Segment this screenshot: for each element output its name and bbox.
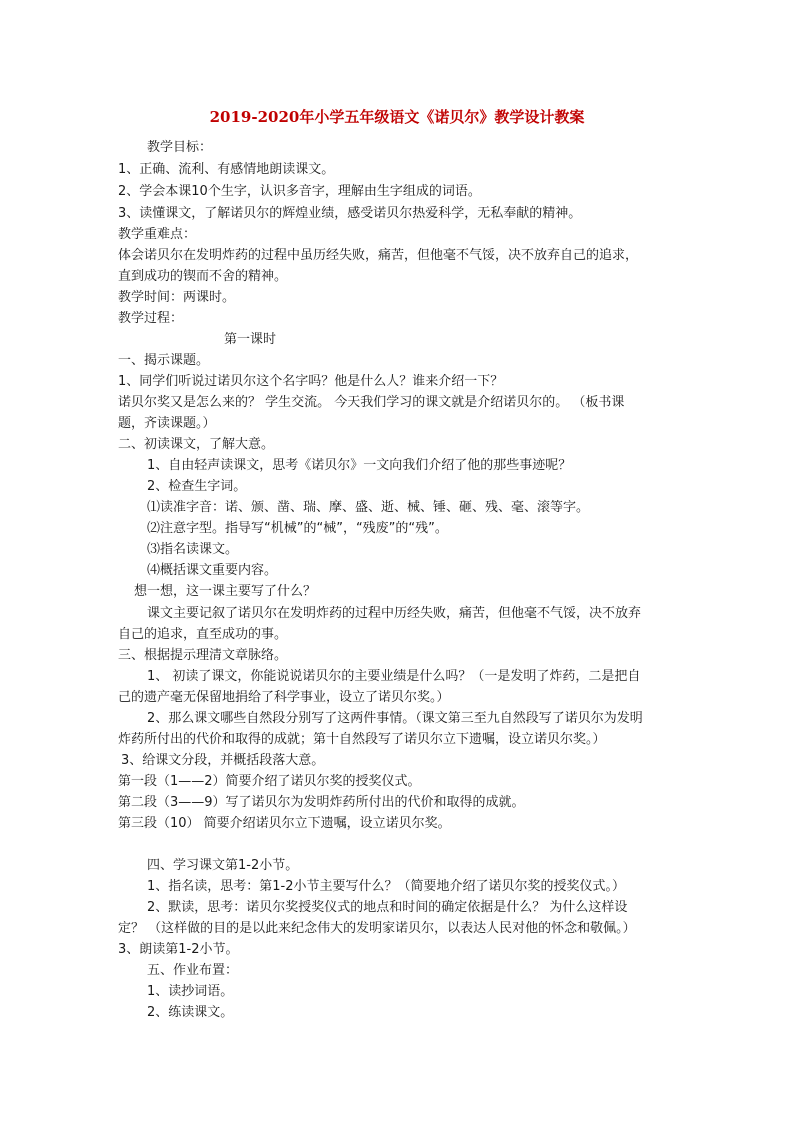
text-line: 2、检查生字词。 (147, 479, 247, 494)
text-line: 3、读懂课文，了解诺贝尔的辉煌业绩，感受诺贝尔热爱科学，无私奉献的精神。 (118, 206, 582, 221)
text-line: 第一课时 (224, 332, 277, 347)
text-line: 1、同学们听说过诺贝尔这个名字吗？他是什么人？谁来介绍一下？ (118, 374, 504, 389)
text-line: 想一想，这一课主要写了什么？ (134, 584, 317, 599)
text-line: 第一段（1——2）简要介绍了诺贝尔奖的授奖仪式。 (118, 774, 421, 789)
text-line: 三、根据提示理清文章脉络。 (118, 648, 288, 663)
text-line: 体会诺贝尔在发明炸药的过程中虽历经失败，痛苦，但他毫不气馁，决不放弃自己的追求， (118, 248, 639, 263)
text-line: 3、给课文分段，并概括段落大意。 (121, 753, 325, 768)
text-line: ⑶指名读课文。 (147, 542, 239, 557)
text-line: 第三段（10） 简要介绍诺贝尔立下遗嘱，设立诺贝尔奖。 (118, 816, 451, 831)
text-line: ⑷概括课文重要内容。 (147, 563, 278, 578)
text-line: 教学时间：两课时。 (118, 290, 236, 305)
text-line: 直到成功的锲而不舍的精神。 (118, 269, 288, 284)
text-line: 1、读抄词语。 (147, 984, 234, 999)
text-line: 第二段（3——9）写了诺贝尔为发明炸药所付出的代价和取得的成就。 (118, 795, 525, 810)
text-line: 定？ （这样做的目的是以此来纪念伟大的发明家诺贝尔，以表达人民对他的怀念和敬佩。） (118, 921, 636, 936)
text-line: 二、初读课文，了解大意。 (118, 437, 275, 452)
text-line: ⑵注意字型。指导写“机械”的“械”，“残废”的“残”。 (147, 521, 448, 536)
text-line: 2、学会本课10个生字，认识多音字，理解由生字组成的词语。 (118, 184, 481, 199)
text-line: 炸药所付出的代价和取得的成就；第十自然段写了诺贝尔立下遗嘱，设立诺贝尔奖。） (118, 732, 606, 747)
text-line: 3、朗读第1-2小节。 (118, 942, 239, 957)
text-line: 自己的追求，直至成功的事。 (118, 627, 288, 642)
text-line: 2、练读课文。 (147, 1005, 234, 1020)
document-title: 2019-2020年小学五年级语文《诺贝尔》教学设计教案 (209, 108, 585, 126)
text-line: ⑴读准字音：诺、颁、凿、瑞、摩、盛、逝、械、锤、砸、残、毫、滚等字。 (147, 500, 590, 515)
text-line: 1、指名读，思考：第1-2小节主要写什么？（简要地介绍了诺贝尔奖的授奖仪式。） (147, 879, 626, 894)
text-line: 教学过程： (118, 311, 184, 326)
text-line: 教学目标： (147, 140, 213, 155)
text-line: 教学重难点： (118, 227, 197, 242)
text-line: 四、学习课文第1-2小节。 (147, 858, 299, 873)
text-line: 2、默读，思考：诺贝尔奖授奖仪式的地点和时间的确定依据是什么？ 为什么这样设 (147, 900, 628, 915)
text-line: 课文主要记叙了诺贝尔在发明炸药的过程中历经失败，痛苦，但他毫不气馁，决不放弃 (147, 606, 642, 621)
text-line: 己的遗产毫无保留地捐给了科学事业，设立了诺贝尔奖。） (118, 690, 450, 705)
text-line: 2、那么课文哪些自然段分别写了这两件事情。（课文第三至九自然段写了诺贝尔为发明 (147, 711, 643, 726)
text-line: 1、 初读了课文，你能说说诺贝尔的主要业绩是什么吗？（一是发明了炸药，二是把自 (147, 669, 641, 684)
text-line: 1、正确、流利、有感情地朗读课文。 (118, 162, 335, 177)
text-line: 题，齐读课题。） (118, 416, 216, 431)
text-line: 诺贝尔奖又是怎么来的？ 学生交流。 今天我们学习的课文就是介绍诺贝尔的。 （板书课 (118, 395, 625, 410)
text-line: 一、揭示课题。 (118, 353, 210, 368)
text-line: 1、自由轻声读课文，思考《诺贝尔》一文向我们介绍了他的那些事迹呢？ (147, 458, 572, 473)
text-line: 五、作业布置： (147, 963, 239, 978)
